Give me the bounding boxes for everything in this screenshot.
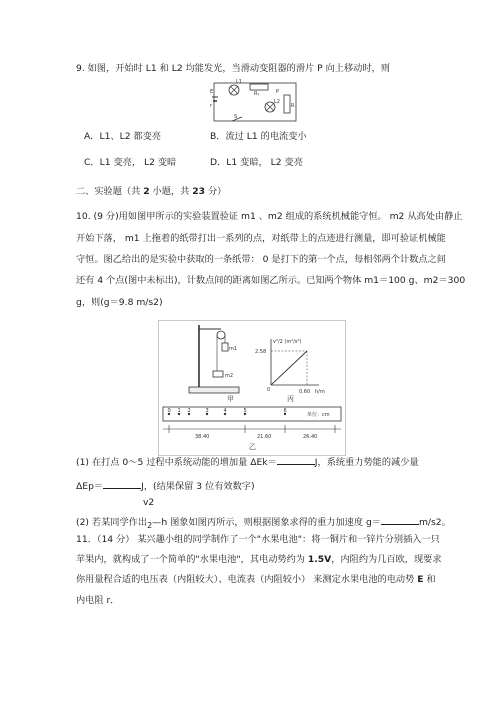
q10-part2: (2) 若某同学作出2—h 图象如图丙所示，则根据图象求得的重力加速度 g＝ m/s2。 <box>76 514 451 529</box>
q11-line-3: 你用量程合适的电压表（内阻较大）、电流表（内阻较小） 来测定水果电池的电动势 E 和 <box>76 574 436 585</box>
answer-blank-g[interactable] <box>381 514 419 525</box>
q9-option-c: C．L1 变亮， L2 变暗 <box>84 157 177 168</box>
circuit-label-p: P <box>276 89 280 95</box>
answer-blank-dEk[interactable] <box>277 454 315 465</box>
tape-point-label: 6 <box>283 408 287 414</box>
q10-part1-line1: (1) 在打点 0～5 过程中系统动能的增加量 ΔEk＝ J，系统重力势能的减少量 <box>76 454 419 469</box>
graph-ytick: 2.58 <box>255 349 267 355</box>
mass-label-m2: m2 <box>225 373 234 379</box>
tape-distance-1: 38.40 <box>195 434 210 440</box>
mass-label-m1: m1 <box>229 346 238 352</box>
q10-line-1: 10. (9 分)用如图甲所示的实验装置验证 m1 、m2 组成的系统机械能守恒。 m2 从高处由静止 <box>76 211 463 222</box>
q11-line-1: 11．（14 分） 某兴趣小组的同学制作了一个"水果电池"：将一铜片和一锌片分别插入一只 <box>76 534 440 545</box>
experiment-figure <box>158 320 346 456</box>
tape-point-label: 0 <box>167 408 171 414</box>
circuit-label-l2: L2 <box>274 99 280 105</box>
q10-line-5: g，则(g＝9.8 m/s2) <box>76 297 163 308</box>
graph-xunit: h/m <box>315 389 325 395</box>
q10-line-3: 守恒。图乙给出的是实验中获取的一条纸带： 0 是打下的第一个点，每相邻两个计数点之间 <box>76 254 446 265</box>
answer-blank-dEp[interactable] <box>103 478 141 489</box>
figure-label-yi: 乙 <box>249 443 256 451</box>
q9-stem: 9. 如图，开始时 L1 和 L2 均能发光，当滑动变阻器的滑片 P 向上移动时，则 <box>76 63 390 74</box>
circuit-label-r1: R₁ <box>254 91 260 97</box>
section-heading: 二、实验题（共 2 小题，共 23 分） <box>76 186 227 197</box>
circuit-label-s: S <box>234 114 238 120</box>
graph-xtick: 0.60 <box>299 389 311 395</box>
tape-unit: 单位：cm <box>307 412 330 418</box>
circuit-label-r: R <box>291 103 295 109</box>
q9-option-b: B．流过 L1 的电流变小 <box>210 131 307 142</box>
circuit-label-e: E <box>210 89 214 95</box>
graph-ylabel: v²/2 (m²/s²) <box>273 339 302 345</box>
q9-option-a: A．L1、L2 都变亮 <box>84 131 162 142</box>
tape-point-label: 2 <box>187 408 191 414</box>
q11-line-4: 内电阻 r． <box>76 595 120 606</box>
tape-point-label: 4 <box>223 408 227 414</box>
figure-label-jia: 甲 <box>227 395 234 403</box>
q10-line-2: 开始下落， m1 上拖着的纸带打出一系列的点，对纸带上的点迹进行测量，即可验证机械能 <box>76 233 446 244</box>
tape-distance-3: 26.40 <box>303 434 318 440</box>
circuit-diagram <box>210 77 300 125</box>
q11-line-2: 苹果内，就构成了一个简单的"水果电池"，其电动势约为 1.5V，内阻约为几百欧，现要求 <box>76 554 442 565</box>
figure-label-bing: 丙 <box>287 395 294 403</box>
fraction-numerator-v2: v2 <box>143 497 155 508</box>
tape-point-label: 1 <box>177 408 181 414</box>
tape-point-label: 5 <box>243 408 247 414</box>
q10-part1-line2: ΔEp＝ J，(结果保留 3 位有效数字) <box>76 478 255 493</box>
q9-option-d: D．L1 变暗， L2 变亮 <box>210 157 303 168</box>
circuit-label-rint: r <box>210 103 213 109</box>
tape-distance-2: 21.60 <box>257 434 272 440</box>
graph-origin: 0 <box>267 387 271 393</box>
tape-point-label: 3 <box>205 408 209 414</box>
q10-line-4: 还有 4 个点(图中未标出)，计数点间的距离如图乙所示。已知两个物体 m1＝100 g、m2＝300 <box>76 275 466 286</box>
circuit-label-l1: L1 <box>236 79 242 85</box>
